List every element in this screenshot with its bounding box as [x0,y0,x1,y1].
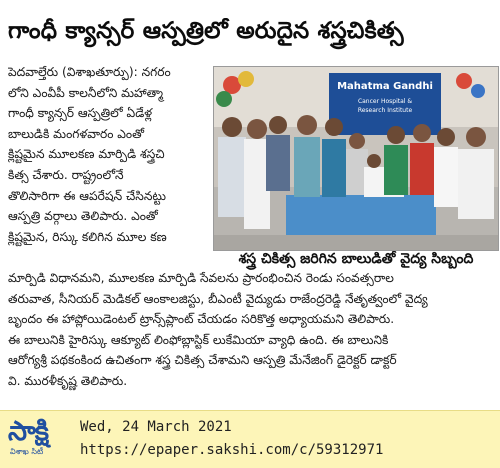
text-line: కిత్స చేశారు. రాష్ట్రంలోనే [8,167,124,182]
text-line: వి. మురళీకృష్ణ తెలిపారు. [8,373,128,388]
banner-title: Mahatma Gandhi [337,81,433,92]
text-line: పెదవాల్తేరు (విశాఖతూర్పు): నగరం [8,65,171,79]
article-photo [213,66,499,251]
epaper-link[interactable]: https://epaper.sakshi.com/c/59312971 [80,442,384,458]
photo-caption: శస్త్ర చికిత్స జరిగిన బాలుడితో వైద్య సిబ్బంది [238,251,474,267]
text-line: బృందం ఈ హాప్లోయిడెంటల్ ట్రాన్స్‌ప్లాంట్ చేయడం సరికొత్త అధ్యాయమని తెలిపారు. [8,312,395,327]
sakshi-logo [8,417,68,461]
banner-line-1: Cancer Hospital & [357,98,413,105]
epaper-footer [0,410,500,468]
text-line: క్లిష్టమైన, రిస్కు కలిగిన మూల కణ [8,229,167,244]
text-line: తొలిసారిగా ఈ ఆపరేషన్ చేసినట్టు [8,188,167,203]
text-line: ఆస్పత్రి వర్గాలు తెలిపారు. ఎంతో [8,209,158,224]
table-cloth [286,195,436,235]
publication-date: Wed, 24 March 2021 [80,419,232,435]
text-line: క్లిష్టమైన మూలకణ మార్పిడి శస్త్రచి [8,147,165,162]
logo-edition: విశాఖ సిటీ [10,447,44,456]
article-column-text [8,62,208,247]
text-line: తరువాత, సీనియర్ మెడికల్ ఆంకాలజిస్టు, బీఎంటీ వైద్యుడు రాజేంద్రరెడ్డి నేతృత్వంలో వైద్య [8,291,428,306]
text-line: ఆరోగ్యశ్రీ పథకంకింద ఉచితంగా శస్త్ర చికిత్స చేశామని ఆస్పత్రి మేనేజింగ్ డైరెక్టర్ డాక్టర్ [8,353,397,368]
text-line: ఈ బాలునికి హైరిస్కు ఆక్యూట్ లింఫోబ్లాస్టిక్ లుకేమియా వ్యాధి ఉంది. ఈ బాలునికి [8,332,389,347]
text-line: లోని ఎంవీపీ కాలనీలోని మహాత్మా [8,85,164,100]
banner-line-2: Research Institute [357,107,413,114]
hospital-staff-photo [214,67,498,250]
text-line: బాలుడికి మంగళవారం ఎంతో [8,126,145,141]
logo-text: సాక్షి [8,416,48,447]
text-line: గాంధీ క్యాన్సర్ ఆస్పత్రిలో ఏడేళ్ల [8,106,153,121]
article-body-text [8,268,496,392]
text-line: మార్పిడి విధానమని, మూలకణ మార్పిడి సేవలను ప్రారంభించిన రెండు సంవత్సరాల [8,271,394,285]
article-headline: గాంధీ క్యాన్సర్ ఆస్పత్రిలో అరుదైన శస్త్రచికిత్స [8,18,404,44]
